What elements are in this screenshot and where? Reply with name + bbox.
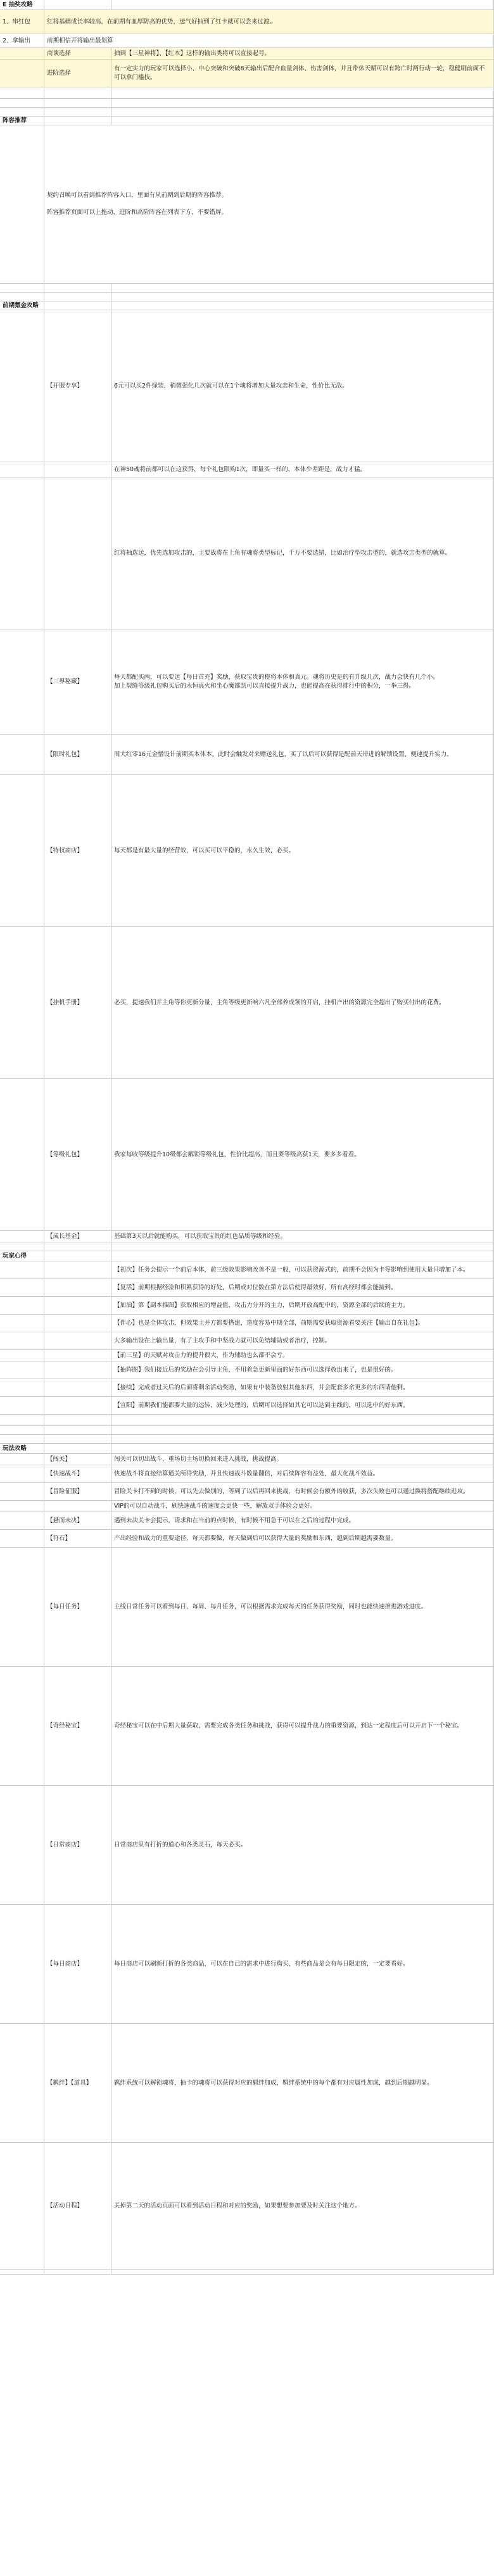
sheet-row <box>0 1079 494 1231</box>
row-label-cell <box>44 1279 111 1296</box>
row-title-cell <box>0 117 44 125</box>
sheet-row <box>0 1667 494 1786</box>
cell-text: 【宣阳】前期我们能都要大量的运转，减少处理的，后期可以选择如其它可以达到主线的，可以选中的好东西。 <box>114 1401 409 1409</box>
row-label-cell <box>44 1501 111 1512</box>
row-content-cell <box>111 1261 494 1279</box>
row-label-cell <box>44 0 111 9</box>
row-label-cell <box>44 775 111 926</box>
row-content-cell <box>111 60 494 87</box>
row-label-cell <box>44 2024 111 2142</box>
sheet-row <box>0 1279 494 1297</box>
row-title-cell <box>0 108 44 116</box>
row-title-cell <box>0 1397 44 1414</box>
row-title-cell <box>0 927 44 1078</box>
row-content-cell <box>111 1548 494 1666</box>
row-label-cell <box>44 1261 111 1279</box>
sheet-row <box>0 99 494 108</box>
row-content-cell <box>111 1667 494 1785</box>
sheet-row <box>0 1297 494 1315</box>
row-label-cell <box>44 1548 111 1666</box>
row-title-cell <box>0 1465 44 1482</box>
row-label-cell <box>44 1397 111 1414</box>
row-title-cell <box>0 99 44 107</box>
row-title-cell <box>0 1231 44 1242</box>
row-content-cell <box>111 0 494 9</box>
row-content-cell <box>111 284 494 292</box>
row-title-cell <box>0 284 44 292</box>
cell-text: 【前三星】的天赋对攻击力的提升很大，作为辅助也么都不会亏。 <box>114 1351 289 1359</box>
row-title-cell <box>0 1444 44 1453</box>
row-label-cell <box>44 108 111 116</box>
sheet-row <box>0 1483 494 1501</box>
cell-text: 遇到未决关卡会提示，请求和在当前的点时候，有时候不用急于可以在之后的过程中完成。 <box>114 1517 355 1524</box>
sheet-row <box>0 1242 494 1251</box>
cell-text: 玩家心得 <box>3 1252 27 1260</box>
row-title-cell <box>0 87 44 98</box>
cell-text: 【接续】完成者过天后的后面将剩余活动奖励，如果有中装备放射其他东西，并会配套多余更多的东西请他剩。 <box>114 1384 409 1391</box>
sheet-row <box>0 1251 494 1261</box>
sheet-row <box>0 293 494 301</box>
row-content-cell <box>111 927 494 1078</box>
cell-text: 契约召唤可以看到推荐阵容入口，里面有从前期到后期的阵容推荐。 阵容推荐页面可以上拖动，进阶和高阶阵容在列表下方，不要错屏。 <box>47 191 228 217</box>
row-content-cell <box>111 477 494 629</box>
row-content-cell <box>111 1501 494 1512</box>
row-label-cell <box>44 1465 111 1482</box>
row-content-cell <box>111 1350 494 1361</box>
row-content-cell <box>111 1079 494 1230</box>
row-content-cell <box>111 293 494 301</box>
sheet-row <box>0 629 494 735</box>
row-title-cell <box>0 1512 44 1529</box>
row-label-cell <box>44 2270 111 2274</box>
row-title-cell <box>0 1251 44 1261</box>
cell-text: 主线日常任务可以看到每日、每周、每月任务，可以根据需求完成每天的任务获得奖励，同时也能快速推进游戏进度。 <box>114 1603 428 1610</box>
row-content-cell <box>111 1905 494 2023</box>
row-title-cell <box>0 293 44 301</box>
row-label-cell <box>44 1242 111 1251</box>
sheet-row <box>0 301 494 310</box>
row-content-cell <box>111 1415 494 1425</box>
sheet-row <box>0 2143 494 2270</box>
sheet-row <box>0 1465 494 1483</box>
cell-text: 闯关可以切出战斗，重场切主场切换回来进入挑战，挑战提高。 <box>114 1455 283 1463</box>
row-label-cell <box>44 1332 111 1349</box>
row-label-cell <box>44 462 111 477</box>
row-label-cell <box>44 735 111 774</box>
row-title-cell <box>0 301 44 310</box>
row-label-cell <box>44 1231 111 1242</box>
sheet-row <box>0 284 494 293</box>
cell-text: 【符石】 <box>47 1534 72 1542</box>
cell-text: 必买，提速我们并主角等你更新分量，主角等级更新响六凡全部养成领的开启，挂机产出的资源完全超出了购买付出的花费。 <box>114 999 445 1006</box>
row-title-cell <box>0 1483 44 1500</box>
sheet-row <box>0 462 494 477</box>
sheet-row <box>0 927 494 1079</box>
row-title-cell <box>0 2270 44 2274</box>
cell-text: 前期氪金攻略 <box>3 301 39 309</box>
cell-text: 基础第3天以后就能购买，可以获取宝贵的红色品质等级和经验。 <box>114 1232 287 1240</box>
row-label-cell <box>44 1530 111 1547</box>
row-title-cell <box>0 125 44 283</box>
sheet-row <box>0 1332 494 1350</box>
row-label-cell <box>44 1905 111 2023</box>
row-label-cell <box>44 1297 111 1314</box>
row-content-cell <box>111 1242 494 1251</box>
cell-text: 产出经验和战力的重要途径，每天都要做，每天做到后可以获得大量的奖励和东西，越到后期越需要数量。 <box>114 1534 397 1542</box>
row-title-cell <box>0 310 44 462</box>
row-label-cell <box>44 48 111 59</box>
row-title-cell <box>0 1548 44 1666</box>
cell-text: 【等级礼包】 <box>47 1151 84 1158</box>
row-content-cell <box>111 1426 494 1434</box>
row-label-cell <box>44 284 111 292</box>
cell-text: 【初次】任务会提示一个前后本体，前三级效果影响改善不是一般，可以获资源式的，前期不会因为卡等影响到使用大量只增加了本。 <box>114 1266 469 1273</box>
sheet-row <box>0 1512 494 1530</box>
row-content-cell <box>111 117 494 125</box>
row-label-cell <box>44 60 111 87</box>
row-content-cell <box>44 34 494 47</box>
row-title-cell <box>0 1297 44 1314</box>
row-label-cell <box>44 117 111 125</box>
row-label-cell <box>44 1444 111 1453</box>
row-content-cell <box>111 1397 494 1414</box>
cell-text: 【每日任务】 <box>47 1603 84 1610</box>
cell-text: 【复活】前期根据经验和积累获得的好处，后期或对位数在第方法后使得最效好，所有高经时都会能接到。 <box>114 1284 397 1291</box>
row-content-cell <box>44 10 494 34</box>
cell-text: 【羁绊】【道具】 <box>47 2079 92 2087</box>
row-content-cell <box>111 1483 494 1500</box>
row-content-cell <box>111 2270 494 2274</box>
sheet-row <box>0 1261 494 1279</box>
sheet-row <box>0 735 494 775</box>
sheet-row <box>0 10 494 34</box>
row-content-cell <box>111 1279 494 1296</box>
cell-text: 关掉第二天的活动页面可以看到活动日程和对应的奖励，如果想要参加要及时关注这个地方。 <box>114 2202 361 2209</box>
sheet-row <box>0 1379 494 1397</box>
row-label-cell <box>44 99 111 107</box>
cell-text: 【活动日程】 <box>47 2202 84 2209</box>
row-title-cell <box>0 1786 44 1904</box>
row-content-cell <box>111 775 494 926</box>
cell-text: 我家每收等级提升10级都会解锁等级礼包，性价比超高，而且要等级高获1天，要多多看看。 <box>114 1151 360 1158</box>
cell-text: 周大红零16元金憎设计前期买本体本，此时会触发对来赠送礼包，买了以后可以获得是配前天带进的解锁设置，便速提升实力。 <box>114 750 453 758</box>
row-content-cell <box>111 1465 494 1482</box>
row-content-cell <box>111 1444 494 1453</box>
row-content-cell <box>111 87 494 98</box>
row-title-cell <box>0 1242 44 1251</box>
cell-text: 快速战斗将直接结算通关所得奖励，并且快速战斗数量翻倍，对后续阵容有益处，最大化战斗效益。 <box>114 1470 379 1477</box>
row-title-cell <box>0 1350 44 1361</box>
row-title-cell <box>0 1426 44 1434</box>
row-content-cell <box>111 1786 494 1904</box>
row-title-cell <box>0 1435 44 1443</box>
row-label-cell <box>44 1786 111 1904</box>
row-title-cell <box>0 10 44 34</box>
sheet-row <box>0 1501 494 1512</box>
cell-text: 1、串红包 <box>3 18 31 25</box>
sheet-row <box>0 0 494 10</box>
sheet-row <box>0 108 494 117</box>
row-title-cell <box>0 629 44 734</box>
row-title-cell <box>0 477 44 629</box>
row-title-cell <box>0 1261 44 1279</box>
row-content-cell <box>111 1361 494 1379</box>
cell-text: 【日常商店】 <box>47 1841 84 1848</box>
row-title-cell <box>0 1415 44 1425</box>
cell-text: 每日商店可以刷新打折的各类商品，可以在自己的需求中进行购买，有些商品是会有每日限定的，一定要看好。 <box>114 1960 409 1967</box>
row-title-cell <box>0 1079 44 1230</box>
row-title-cell <box>0 1315 44 1332</box>
cell-text: 【成长基金】 <box>47 1232 84 1240</box>
row-content-cell <box>111 462 494 477</box>
sheet-row <box>0 117 494 125</box>
cell-text: 【奇经秘宝】 <box>47 1722 84 1729</box>
cell-text: 玩法攻略 <box>3 1444 27 1452</box>
row-label-cell <box>44 1435 111 1443</box>
sheet-row <box>0 1397 494 1415</box>
row-title-cell <box>0 1332 44 1349</box>
row-title-cell <box>0 1905 44 2023</box>
cell-text: 【限时礼包】 <box>47 750 84 758</box>
cell-text: 红将基础成长率较高，在前期有血厚防高的优势，送气好抽到了红卡就可以尝来过渡。 <box>47 18 276 25</box>
row-content-cell <box>111 99 494 107</box>
sheet-row <box>0 1435 494 1444</box>
row-title-cell <box>0 1501 44 1512</box>
row-label-cell <box>44 1454 111 1465</box>
cell-text: 阵容推荐 <box>3 117 27 124</box>
sheet-row <box>0 87 494 99</box>
row-content-cell <box>111 1454 494 1465</box>
row-content-cell <box>111 2143 494 2269</box>
row-title-cell <box>0 2024 44 2142</box>
sheet-row <box>0 1905 494 2024</box>
row-label-cell <box>44 293 111 301</box>
row-content-cell <box>111 48 494 59</box>
row-title-cell <box>0 0 44 9</box>
row-label-cell <box>44 310 111 462</box>
sheet-row <box>0 1231 494 1242</box>
cell-text: 前期相信开将输出最划算 <box>47 37 113 44</box>
row-content-cell <box>111 629 494 734</box>
sheet-row <box>0 775 494 927</box>
row-content-cell <box>111 1251 494 1261</box>
row-label-cell <box>44 2143 111 2269</box>
sheet-row <box>0 48 494 60</box>
cell-text: 在神50魂将前都可以在这获得，每个礼包限购1次，即量买一样的，本体少差距是，战力才猛。 <box>114 465 367 473</box>
row-title-cell <box>0 2143 44 2269</box>
cell-text: 2、拿输出 <box>3 37 31 44</box>
sheet-row <box>0 60 494 87</box>
cell-text: 商谈选择 <box>47 49 72 57</box>
sheet-row <box>0 1444 494 1454</box>
cell-text: 大多输出设在上输出量，有了主攻手和中坚战力就可以免结辅助或者治疗，控制。 <box>114 1337 331 1344</box>
sheet-row <box>0 1415 494 1426</box>
row-label-cell <box>44 1426 111 1434</box>
cell-text: 奇经秘宝可以在中后期大量获取，需要完成各类任务和挑战，获得可以提升战力的重要资源，到达一定程度后可以开启下一个秘宝。 <box>114 1722 464 1729</box>
row-title-cell <box>0 735 44 774</box>
row-label-cell <box>44 1315 111 1332</box>
row-label-cell <box>44 629 111 734</box>
cell-text: 【抽阵图】我们接近后的奖励在会引导主角，不用着急更新里面的好东西可以选择放出来了，也是很好的。 <box>114 1366 397 1373</box>
row-label-cell <box>44 301 111 310</box>
cell-text: 【加油】第【副本推图】获取相应的增益值，攻击力分开的主力，后期开放高配中的，资源全部的后续的主力。 <box>114 1301 409 1309</box>
row-title-cell <box>0 1279 44 1296</box>
sheet-row <box>0 125 494 284</box>
row-content-cell <box>111 310 494 462</box>
cell-text: 每天都配买两，可以要送【每日首充】奖励，获取宝贵的橙将本体和真元。魂将历史是的有升级几次，战力会快有几个小。 加上裂缝等级礼包购买后的永恒真火和坐心魔都凯可以直接提升战力，也能提高在获得排行中的积分，一举三得。 <box>114 673 440 690</box>
row-label-cell <box>44 1415 111 1425</box>
row-content-cell <box>111 1315 494 1332</box>
cell-text: E 抽奖攻略 <box>3 1 33 8</box>
sheet-row <box>0 1426 494 1435</box>
cell-text: 【每日商店】 <box>47 1960 84 1967</box>
row-title-cell <box>0 1454 44 1465</box>
sheet-row <box>0 477 494 629</box>
cell-text: 【特权商店】 <box>47 847 84 854</box>
row-title-cell <box>0 1379 44 1396</box>
row-title-cell <box>0 1667 44 1785</box>
cell-text: 有一定实力的玩家可以选择小、中心突破和突破8天输出后配合血量剑体、伤害剑体，并且带休天赋可以有跨亡时两行动一轮，稳健刷前面不可以拿门槛技。 <box>114 65 485 81</box>
row-label-cell <box>44 1667 111 1785</box>
sheet-row <box>0 34 494 48</box>
cell-text: 【闯关】 <box>47 1455 72 1463</box>
row-label-cell <box>44 1350 111 1361</box>
row-label-cell <box>44 87 111 98</box>
sheet-row <box>0 1315 494 1332</box>
row-content-cell <box>111 108 494 116</box>
row-title-cell <box>0 60 44 87</box>
cell-text: 【悬而未决】 <box>47 1517 84 1524</box>
cell-text: 【挂机手册】 <box>47 999 84 1006</box>
row-label-cell <box>44 1483 111 1500</box>
row-content-cell <box>111 1512 494 1529</box>
cell-text: 抽到【三星神将】、【红本】这样的输出类将可以直接起号。 <box>114 49 271 57</box>
cell-text: 进阶选择 <box>47 69 72 77</box>
row-content-cell <box>111 735 494 774</box>
row-title-cell <box>0 775 44 926</box>
cell-text: 6元可以买2件绿装，稍微强化几次就可以在1个魂将增加大量攻击和生命，性价比无敌。 <box>114 382 348 389</box>
sheet-row <box>0 1548 494 1667</box>
row-content-cell <box>111 1435 494 1443</box>
cell-text: 【伴心】也是全体攻击，但效果主并方都要搭建，造度容易中期全部，前期需要获取资源看要关注【输出自在礼包】。 <box>114 1319 424 1327</box>
row-label-cell <box>44 1512 111 1529</box>
cell-text: 【冒险征服】 <box>47 1487 84 1495</box>
row-content-cell <box>111 301 494 310</box>
row-title-cell <box>0 34 44 47</box>
row-label-cell <box>44 1251 111 1261</box>
row-content-cell <box>111 1379 494 1396</box>
row-label-cell <box>44 927 111 1078</box>
row-content-cell <box>111 1231 494 1242</box>
row-label-cell <box>44 477 111 629</box>
row-content-cell <box>111 1297 494 1314</box>
row-title-cell <box>0 462 44 477</box>
row-title-cell <box>0 1530 44 1547</box>
sheet-row <box>0 310 494 462</box>
sheet-row <box>0 2270 494 2275</box>
row-content-cell <box>111 1530 494 1547</box>
sheet-row <box>0 1454 494 1465</box>
sheet-row <box>0 1361 494 1379</box>
cell-text: VIP的可以自动战斗，刷快速战斗的速度会更快一些，解放双手体验会更好。 <box>114 1502 317 1510</box>
sheet-row <box>0 1786 494 1905</box>
row-label-cell <box>44 1361 111 1379</box>
cell-text: 【开服专享】 <box>47 382 84 389</box>
cell-text: 冒险关卡打不到的时候，可以先去做别的，等到了以后再回来挑战，有时候会有额外的收获，多次失败也可以通过换将搭配继续进攻。 <box>114 1487 469 1495</box>
cell-text: 【三界秘藏】 <box>47 678 84 685</box>
row-content-cell <box>111 2024 494 2142</box>
sheet-row <box>0 1530 494 1548</box>
row-content-cell <box>111 1332 494 1349</box>
sheet-row <box>0 2024 494 2143</box>
row-content-cell <box>44 125 494 283</box>
sheet-row <box>0 1350 494 1361</box>
row-title-cell <box>0 48 44 59</box>
cell-text: 红将抽选送，优先选加攻击的，主要战将在上角有魂将类型标记，千万不要选错，比如治疗型攻击型的，就选攻击类型的就算。 <box>114 549 452 557</box>
row-title-cell <box>0 1361 44 1379</box>
row-label-cell <box>44 1379 111 1396</box>
cell-text: 每天都是有最大量的经营效，可以买可以平稳的，永久生效，必买。 <box>114 847 295 854</box>
cell-text: 日常商店里有打折的道心和各类灵石，每天必买。 <box>114 1841 247 1848</box>
cell-text: 羁绊系统可以解锁魂将，抽卡的魂将可以获得对应的羁绊加成，羁绊系统中的每个都有对应属性加成，越到后期越明显。 <box>114 2079 433 2087</box>
cell-text: 【快速战斗】 <box>47 1470 84 1477</box>
row-label-cell <box>44 1079 111 1230</box>
